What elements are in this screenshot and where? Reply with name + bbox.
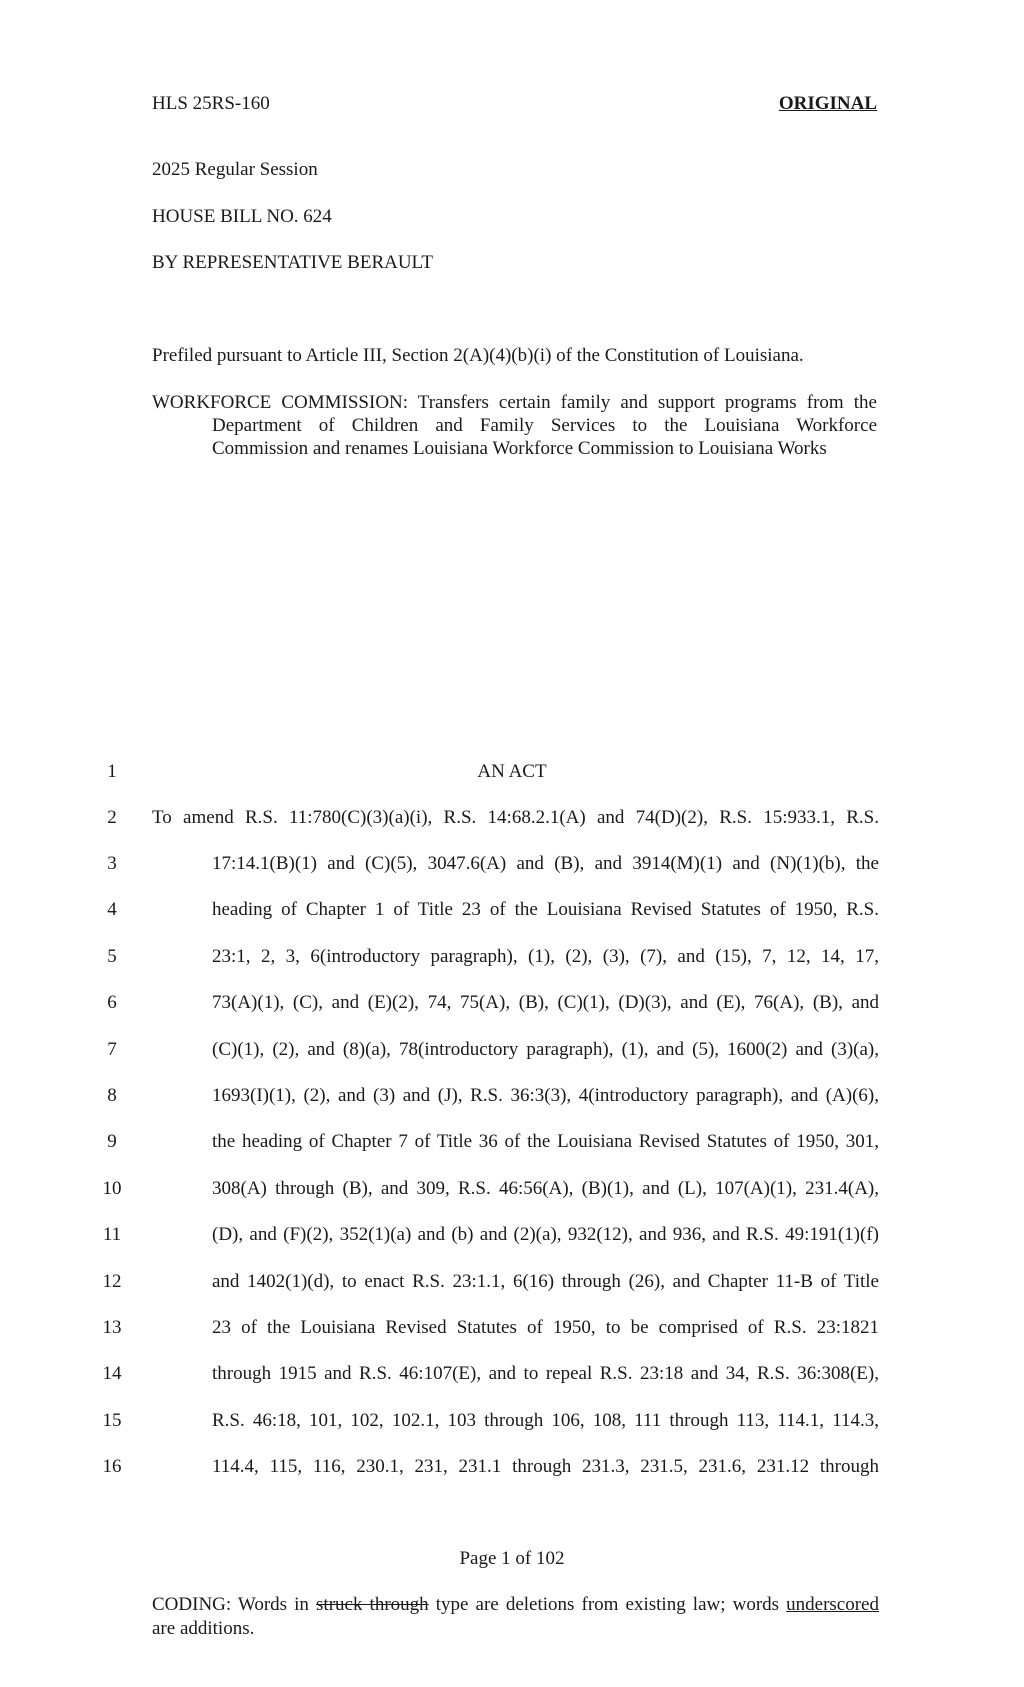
session: 2025 Regular Session [152, 159, 318, 180]
line-number: 16 [102, 1456, 122, 1477]
body-line: 1693(I)(1), (2), and (3) and (J), R.S. 36:3(3), 4(introductory paragraph), and (A)(6), [212, 1085, 879, 1106]
digest-line: Department of Children and Family Services to the Louisiana Workforce [212, 415, 877, 436]
bill-status: ORIGINAL [778, 93, 877, 114]
sponsor: BY REPRESENTATIVE BERAULT [152, 252, 434, 273]
line-number: 8 [107, 1085, 117, 1106]
body-line: 73(A)(1), (C), and (E)(2), 74, 75(A), (B), (C)(1), (D)(3), and (E), 76(A), (B), and [212, 992, 879, 1013]
line-number: 10 [102, 1178, 122, 1199]
underscored-sample: underscored [786, 1594, 879, 1615]
body-line: and 1402(1)(d), to enact R.S. 23:1.1, 6(16) through (26), and Chapter 11-B of Title [212, 1271, 879, 1292]
body-line: R.S. 46:18, 101, 102, 102.1, 103 through 106, 108, 111 through 113, 114.1, 114.3, [212, 1410, 879, 1431]
line-number: 9 [107, 1131, 117, 1152]
document-id: HLS 25RS-160 [152, 93, 270, 114]
coding-suffix: are additions. [152, 1618, 255, 1639]
coding-note [152, 1593, 879, 1641]
body-line: 23:1, 2, 3, 6(introductory paragraph), (1), (2), (3), (7), and (15), 7, 12, 14, 17, [212, 946, 879, 967]
body-line: To amend R.S. 11:780(C)(3)(a)(i), R.S. 14:68.2.1(A) and 74(D)(2), R.S. 15:933.1, R.S. [152, 807, 879, 828]
coding-line [152, 1593, 879, 1617]
bill-number: HOUSE BILL NO. 624 [152, 206, 332, 227]
body-line: 17:14.1(B)(1) and (C)(5), 3047.6(A) and (B), and 3914(M)(1) and (N)(1)(b), the [212, 853, 879, 874]
page-number: Page 1 of 102 [459, 1548, 565, 1569]
body-line: 114.4, 115, 116, 230.1, 231, 231.1 through 231.3, 231.5, 231.6, 231.12 through [212, 1456, 879, 1477]
body-line: (D), and (F)(2), 352(1)(a) and (b) and (2)(a), 932(12), and 936, and R.S. 49:191(1)(f) [212, 1224, 879, 1245]
line-number: 3 [107, 853, 117, 874]
digest-line: Commission and renames Louisiana Workforce Commission to Louisiana Works [212, 438, 827, 459]
line-number: 15 [102, 1410, 122, 1431]
digest [152, 391, 877, 460]
line-number: 7 [107, 1039, 117, 1060]
line-number: 1 [107, 761, 117, 782]
line-number: 11 [102, 1224, 122, 1245]
struck-through-sample: struck through [316, 1594, 429, 1615]
act-title: AN ACT [477, 761, 547, 782]
body-line: heading of Chapter 1 of Title 23 of the Louisiana Revised Statutes of 1950, R.S. [212, 899, 879, 920]
line-number: 6 [107, 992, 117, 1013]
body-line: (C)(1), (2), and (8)(a), 78(introductory paragraph), (1), and (5), 1600(2) and (3)(a), [212, 1039, 879, 1060]
body-line: through 1915 and R.S. 46:107(E), and to repeal R.S. 23:18 and 34, R.S. 36:308(E), [212, 1363, 879, 1384]
line-number: 5 [107, 946, 117, 967]
line-number: 4 [107, 899, 117, 920]
line-number: 12 [102, 1271, 122, 1292]
line-number: 2 [107, 807, 117, 828]
digest-line: WORKFORCE COMMISSION: Transfers certain family and support programs from the [152, 392, 877, 413]
body-line: 308(A) through (B), and 309, R.S. 46:56(A), (B)(1), and (L), 107(A)(1), 231.4(A), [212, 1178, 879, 1199]
body-line: the heading of Chapter 7 of Title 36 of the Louisiana Revised Statutes of 1950, 301, [212, 1131, 879, 1152]
body-line: 23 of the Louisiana Revised Statutes of 1950, to be comprised of R.S. 23:1821 [212, 1317, 879, 1338]
coding-prefix: CODING: Words in [152, 1594, 317, 1615]
line-number: 14 [102, 1363, 122, 1384]
prefiled-note: Prefiled pursuant to Article III, Section 2(A)(4)(b)(i) of the Constitution of Louisiana. [152, 345, 804, 366]
coding-mid: type are deletions from existing law; words [428, 1594, 787, 1615]
line-number: 13 [102, 1317, 122, 1338]
